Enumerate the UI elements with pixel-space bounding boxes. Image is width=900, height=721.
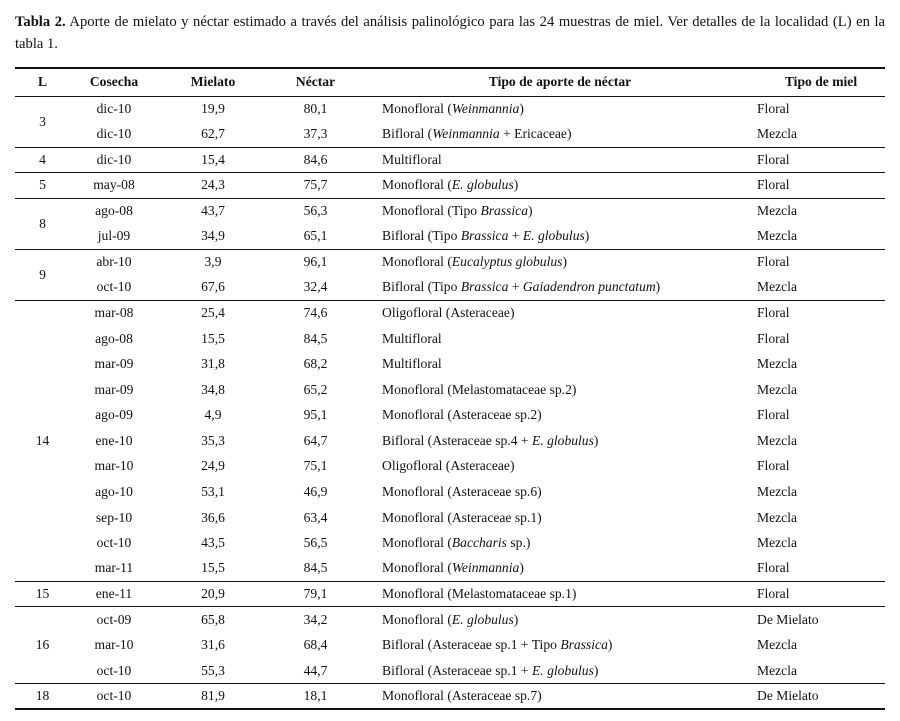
- table-row: [15, 351, 885, 377]
- nectar-cell: 79,1: [303, 586, 328, 602]
- nectar-cell: 44,7: [303, 662, 328, 678]
- tipo-aporte-cell: [363, 198, 757, 224]
- tipo-text: +: [508, 228, 523, 244]
- table-row: [15, 122, 885, 148]
- tipo-text: + Ericaceae): [499, 126, 572, 142]
- nectar-cell: 68,2: [303, 356, 328, 372]
- locality-cell: 4: [39, 151, 46, 167]
- cosecha-cell: oct-10: [96, 662, 132, 678]
- tipo-text: Monofloral (Melastomataceae sp.2): [382, 381, 577, 397]
- tipo-text: Bifloral (: [382, 126, 433, 142]
- nectar-cell: 65,1: [303, 228, 328, 244]
- tipo-text: ): [528, 203, 533, 219]
- tipo-miel-cell: Floral: [757, 560, 790, 576]
- mielato-cell: 43,7: [201, 203, 225, 219]
- tipo-aporte-cell: [363, 428, 757, 454]
- tipo-miel-cell: Mezcla: [757, 637, 797, 653]
- table-row: [15, 454, 885, 480]
- tipo-aporte-cell: [363, 403, 757, 429]
- tipo-miel-cell: Mezcla: [757, 509, 797, 525]
- nectar-cell: 75,1: [303, 458, 328, 474]
- mielato-cell: 34,8: [201, 381, 225, 397]
- cosecha-cell: oct-10: [96, 279, 132, 295]
- taxon-name: Brassica: [460, 279, 509, 295]
- tipo-miel-cell: Floral: [757, 586, 790, 602]
- tipo-text: Bifloral (Asteraceae sp.1 + Tipo: [382, 637, 561, 653]
- tipo-aporte-cell: [363, 173, 757, 199]
- tipo-text: Monofloral (: [382, 177, 452, 193]
- table-row: [15, 581, 885, 607]
- nectar-cell: 46,9: [303, 483, 328, 499]
- tipo-aporte-cell: [363, 351, 757, 377]
- mielato-cell: 62,7: [201, 126, 225, 142]
- tipo-miel-cell: Mezcla: [757, 126, 797, 142]
- tipo-aporte-cell: [363, 505, 757, 531]
- cosecha-cell: mar-08: [94, 305, 134, 321]
- tipo-aporte-cell: [363, 479, 757, 505]
- tipo-aporte-cell: [363, 96, 757, 122]
- honey-samples-table: [15, 67, 885, 710]
- cosecha-cell: dic-10: [96, 101, 132, 117]
- nectar-cell: 96,1: [303, 254, 328, 270]
- caption-text: Aporte de mielato y néctar estimado a través del análisis palinológico para las 24 muestras de miel. Ver detalles de la localidad (L) en la tabla 1.: [15, 14, 885, 52]
- tipo-text: ): [584, 228, 590, 244]
- taxon-name: E. globulus: [522, 228, 585, 244]
- tipo-miel-cell: Mezcla: [757, 662, 797, 678]
- locality-cell: 15: [35, 586, 50, 602]
- cosecha-cell: oct-10: [96, 535, 132, 551]
- table-row: [15, 173, 885, 199]
- tipo-text: Oligofloral (Asteraceae): [382, 458, 515, 474]
- tipo-miel-cell: Floral: [757, 330, 790, 346]
- tipo-miel-cell: Mezcla: [757, 432, 797, 448]
- tipo-text: Monofloral (Asteraceae sp.1): [382, 509, 542, 525]
- cosecha-cell: mar-10: [94, 458, 134, 474]
- mielato-cell: 20,9: [201, 586, 225, 602]
- mielato-cell: 36,6: [201, 509, 225, 525]
- nectar-cell: 84,5: [303, 560, 328, 576]
- tipo-miel-cell: Floral: [757, 151, 790, 167]
- tipo-miel-cell: Mezcla: [757, 535, 797, 551]
- tipo-aporte-cell: [363, 300, 757, 326]
- table-row: [15, 479, 885, 505]
- table-body: [15, 96, 885, 709]
- tipo-miel-cell: Mezcla: [757, 483, 797, 499]
- cosecha-cell: oct-10: [96, 688, 132, 704]
- header-mielato: Mielato: [190, 74, 236, 90]
- mielato-cell: 19,9: [201, 101, 225, 117]
- cosecha-cell: ago-10: [95, 483, 133, 499]
- tipo-aporte-cell: [363, 632, 757, 658]
- tipo-text: ): [513, 611, 519, 627]
- mielato-cell: 34,9: [201, 228, 225, 244]
- nectar-cell: 84,5: [303, 330, 328, 346]
- nectar-cell: 37,3: [303, 126, 328, 142]
- nectar-cell: 63,4: [303, 509, 328, 525]
- tipo-aporte-cell: [363, 530, 757, 556]
- tipo-aporte-cell: [363, 556, 757, 582]
- table-row: [15, 249, 885, 275]
- table-row: [15, 684, 885, 710]
- mielato-cell: 15,4: [201, 151, 225, 167]
- table-row: [15, 96, 885, 122]
- table-row: [15, 607, 885, 633]
- cosecha-cell: dic-10: [96, 151, 132, 167]
- nectar-cell: 32,4: [303, 279, 328, 295]
- mielato-cell: 31,8: [201, 356, 225, 372]
- nectar-cell: 56,3: [303, 203, 328, 219]
- tipo-text: Monofloral (Asteraceae sp.6): [382, 483, 542, 499]
- table-row: [15, 505, 885, 531]
- nectar-cell: 80,1: [303, 101, 328, 117]
- taxon-name: Brassica: [480, 203, 529, 219]
- cosecha-cell: may-08: [93, 177, 135, 193]
- tipo-miel-cell: De Mielato: [757, 688, 819, 704]
- tipo-aporte-cell: [363, 581, 757, 607]
- mielato-cell: 43,5: [201, 535, 225, 551]
- mielato-cell: 65,8: [201, 611, 225, 627]
- mielato-cell: 25,4: [201, 305, 225, 321]
- tipo-text: Multifloral: [382, 151, 442, 167]
- tipo-miel-cell: Mezcla: [757, 279, 797, 295]
- cosecha-cell: mar-11: [94, 560, 134, 576]
- tipo-miel-cell: Mezcla: [757, 381, 797, 397]
- table-row: [15, 198, 885, 224]
- tipo-text: ): [562, 254, 568, 270]
- tipo-text: ): [519, 560, 524, 576]
- mielato-cell: 4,9: [204, 407, 222, 423]
- tipo-miel-cell: Floral: [757, 305, 790, 321]
- tipo-aporte-cell: [363, 377, 757, 403]
- tipo-text: Monofloral (: [382, 611, 452, 627]
- taxon-name: E. globulus: [531, 432, 594, 448]
- tipo-aporte-cell: [363, 326, 757, 352]
- tipo-text: ): [655, 279, 661, 295]
- locality-cell: 18: [35, 688, 50, 704]
- tipo-text: Multifloral: [382, 356, 442, 372]
- taxon-name: Gaiadendron punctatum: [522, 279, 656, 295]
- cosecha-cell: mar-10: [94, 637, 134, 653]
- table-row: [15, 147, 885, 173]
- tipo-text: Bifloral (Tipo: [382, 279, 461, 295]
- table-row: [15, 275, 885, 301]
- tipo-text: ): [593, 662, 599, 678]
- mielato-cell: 15,5: [201, 330, 225, 346]
- tipo-text: Monofloral (Melastomataceae sp.1): [382, 586, 577, 602]
- header-cosecha: Cosecha: [89, 74, 139, 90]
- mielato-cell: 31,6: [201, 637, 225, 653]
- taxon-name: Weinmannia: [432, 126, 500, 142]
- tipo-text: Monofloral (Asteraceae sp.2): [382, 407, 542, 423]
- mielato-cell: 55,3: [201, 662, 225, 678]
- nectar-cell: 56,5: [303, 535, 328, 551]
- table-row: [15, 377, 885, 403]
- nectar-cell: 18,1: [303, 688, 328, 704]
- tipo-text: Monofloral (Tipo: [382, 203, 481, 219]
- tipo-text: sp.): [506, 535, 531, 551]
- cosecha-cell: ago-08: [95, 330, 133, 346]
- tipo-aporte-cell: [363, 122, 757, 148]
- taxon-name: Weinmannia: [451, 560, 520, 576]
- tipo-aporte-cell: [363, 224, 757, 250]
- table-row: [15, 658, 885, 684]
- nectar-cell: 64,7: [303, 432, 328, 448]
- table-row: [15, 632, 885, 658]
- tipo-text: +: [508, 279, 523, 295]
- tipo-text: Monofloral (: [382, 254, 452, 270]
- caption-label: Tabla 2.: [15, 14, 66, 30]
- taxon-name: Brassica: [560, 637, 608, 653]
- cosecha-cell: sep-10: [95, 509, 133, 525]
- table-row: [15, 300, 885, 326]
- mielato-cell: 67,6: [201, 279, 225, 295]
- tipo-aporte-cell: [363, 454, 757, 480]
- nectar-cell: 95,1: [303, 407, 328, 423]
- table-row: [15, 428, 885, 454]
- tipo-aporte-cell: [363, 275, 757, 301]
- locality-cell: 3: [39, 113, 46, 129]
- tipo-aporte-cell: [363, 607, 757, 633]
- locality-cell: 9: [39, 266, 46, 282]
- taxon-name: Baccharis: [451, 535, 507, 551]
- mielato-cell: 24,9: [201, 458, 225, 474]
- tipo-miel-cell: Floral: [757, 101, 790, 117]
- tipo-text: Monofloral (: [382, 101, 452, 117]
- table-header-row: [15, 68, 885, 96]
- tipo-miel-cell: Floral: [757, 458, 790, 474]
- cosecha-cell: dic-10: [96, 126, 132, 142]
- locality-cell: 8: [39, 215, 46, 231]
- header-tipo-miel: Tipo de miel: [784, 74, 858, 90]
- mielato-cell: 81,9: [201, 688, 225, 704]
- tipo-text: Bifloral (Tipo: [382, 228, 461, 244]
- tipo-miel-cell: Mezcla: [757, 203, 797, 219]
- nectar-cell: 65,2: [303, 381, 328, 397]
- table-row: [15, 326, 885, 352]
- tipo-miel-cell: De Mielato: [757, 611, 819, 627]
- taxon-name: Eucalyptus globulus: [451, 254, 563, 270]
- cosecha-cell: ago-08: [95, 203, 133, 219]
- table-row: [15, 530, 885, 556]
- mielato-cell: 35,3: [201, 432, 225, 448]
- header-nectar: Néctar: [295, 74, 336, 90]
- tipo-aporte-cell: [363, 658, 757, 684]
- header-l: L: [37, 74, 48, 90]
- locality-cell: 14: [35, 432, 50, 448]
- tipo-miel-cell: Floral: [757, 177, 790, 193]
- tipo-text: Bifloral (Asteraceae sp.1 +: [382, 662, 532, 678]
- tipo-miel-cell: Floral: [757, 407, 790, 423]
- mielato-cell: 24,3: [201, 177, 225, 193]
- tipo-text: Monofloral (Asteraceae sp.7): [382, 688, 542, 704]
- header-tipo-aporte: Tipo de aporte de néctar: [488, 74, 632, 90]
- tipo-text: Monofloral (: [382, 560, 452, 576]
- tipo-text: Multifloral: [382, 330, 442, 346]
- nectar-cell: 68,4: [303, 637, 328, 653]
- tipo-miel-cell: Floral: [757, 254, 790, 270]
- tipo-aporte-cell: [363, 147, 757, 173]
- tipo-miel-cell: Mezcla: [757, 228, 797, 244]
- mielato-cell: 53,1: [201, 483, 225, 499]
- taxon-name: E. globulus: [451, 611, 514, 627]
- cosecha-cell: jul-09: [97, 228, 131, 244]
- nectar-cell: 74,6: [303, 305, 328, 321]
- mielato-cell: 3,9: [204, 254, 222, 270]
- tipo-text: Oligofloral (Asteraceae): [382, 305, 515, 321]
- cosecha-cell: mar-09: [94, 381, 134, 397]
- taxon-name: E. globulus: [451, 177, 514, 193]
- table-row: [15, 556, 885, 582]
- table-caption: [15, 11, 885, 55]
- cosecha-cell: oct-09: [96, 611, 132, 627]
- tipo-miel-cell: Mezcla: [757, 356, 797, 372]
- cosecha-cell: abr-10: [96, 254, 132, 270]
- mielato-cell: 15,5: [201, 560, 225, 576]
- cosecha-cell: ago-09: [95, 407, 133, 423]
- tipo-text: ): [519, 101, 524, 117]
- cosecha-cell: ene-11: [95, 586, 133, 602]
- cosecha-cell: ene-10: [95, 432, 133, 448]
- nectar-cell: 34,2: [303, 611, 328, 627]
- taxon-name: Brassica: [460, 228, 509, 244]
- nectar-cell: 84,6: [303, 151, 328, 167]
- taxon-name: E. globulus: [531, 662, 594, 678]
- taxon-name: Weinmannia: [451, 101, 520, 117]
- tipo-aporte-cell: [363, 684, 757, 710]
- table-row: [15, 403, 885, 429]
- tipo-text: ): [593, 432, 599, 448]
- tipo-text: ): [513, 177, 519, 193]
- tipo-text: Bifloral (Asteraceae sp.4 +: [382, 432, 532, 448]
- nectar-cell: 75,7: [303, 177, 328, 193]
- locality-cell: 16: [35, 637, 50, 653]
- table-row: [15, 224, 885, 250]
- locality-cell: 5: [39, 177, 46, 193]
- tipo-aporte-cell: [363, 249, 757, 275]
- tipo-text: ): [607, 637, 613, 653]
- tipo-text: Monofloral (: [382, 535, 452, 551]
- cosecha-cell: mar-09: [94, 356, 134, 372]
